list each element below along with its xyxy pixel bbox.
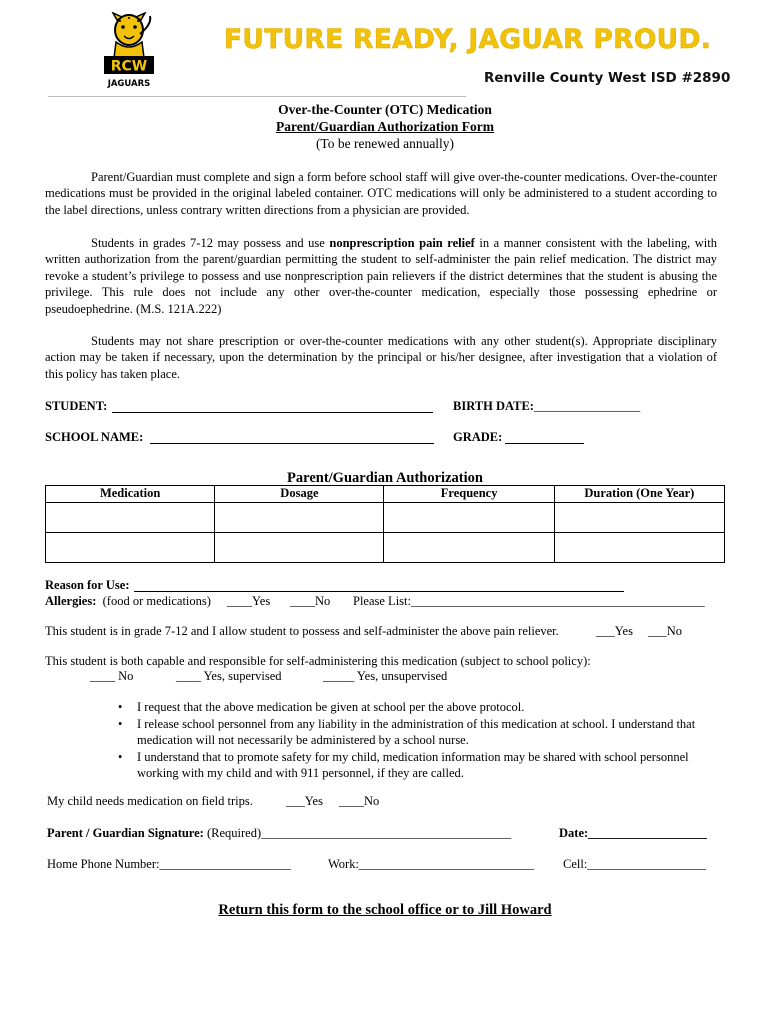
student-field[interactable] <box>112 412 433 413</box>
home-phone-field[interactable]: Home Phone Number:_____________________ <box>47 857 291 871</box>
list-item-text: I request that the above medication be given at school per the above protocol. <box>137 700 525 714</box>
medication-table <box>45 485 725 563</box>
allergies-hint: (food or medications) <box>102 594 211 608</box>
list-item-text: I release school personnel from any liability in the administration of this medication at school. I understand that medication will not necessarily be administered by a school nurse. <box>137 716 696 747</box>
duration-cell[interactable] <box>554 533 724 563</box>
birth-date-label-text: BIRTH DATE: <box>453 399 534 413</box>
signature-row <box>47 825 511 842</box>
header-divider <box>48 96 466 97</box>
allergies-list-field[interactable]: Please List:_______________________________________________ <box>353 594 705 608</box>
school-name-label: SCHOOL NAME: <box>45 430 144 444</box>
p2-after: in a manner consistent with the labeling, with written authorization from the parent/guardian permitting the student to self-administer the pain relief medication. The district may revoke a student’s privilege to possess and use nonprescription pain relievers if the district determines that the student is abusing the privilege. This rule does not include any other over-the-counter medication, especially those possessing ephedrine or pseudoephedrine. (M.S. 121A.222) <box>45 236 718 316</box>
pain-relief-paragraph <box>45 235 717 317</box>
grade-field[interactable] <box>505 443 584 444</box>
pain-no[interactable]: ___No <box>648 624 683 638</box>
list-item-text: I understand that to promote safety for my child, medication information may be shared with school personnel working with my child and with 911 personnel, if they are called. <box>137 749 689 780</box>
sharing-paragraph <box>45 333 717 382</box>
table-header-row <box>46 486 725 503</box>
form-title-line2: Parent/Guardian Authorization Form <box>276 119 494 134</box>
form-title-line3: (To be renewed annually) <box>315 136 455 151</box>
logo-jaguars-text: JAGUARS <box>107 79 151 89</box>
field-trips-yes[interactable]: ___Yes <box>286 794 323 808</box>
frequency-cell[interactable] <box>384 503 554 533</box>
bullet-icon: • <box>118 700 123 714</box>
dosage-cell[interactable] <box>215 533 384 563</box>
cell-phone-field[interactable]: Cell:___________________ <box>563 857 707 871</box>
list-item <box>118 716 718 749</box>
allergies-row <box>45 593 211 610</box>
sharing-paragraph-text: Students may not share prescription or over-the-counter medications with any other student(s). Appropriate disciplinary action may be taken if necessary, upon the determination by the principal or his/her designee, after investigation that a violation of this policy has taken place. <box>45 334 717 381</box>
grade-label: GRADE: <box>453 430 503 444</box>
signature-label: Parent / Guardian Signature: <box>47 826 204 840</box>
col-dosage: Dosage <box>215 486 384 503</box>
field-trips-statement: My child needs medication on field trips. <box>47 794 253 808</box>
p2-bold: nonprescription pain relief <box>329 236 475 250</box>
dosage-cell[interactable] <box>215 503 384 533</box>
reason-label: Reason for Use: <box>45 578 130 592</box>
consent-list <box>118 699 718 782</box>
medication-cell[interactable] <box>46 533 215 563</box>
authorization-heading: Parent/Guardian Authorization <box>287 470 483 486</box>
work-phone-field[interactable]: Work:____________________________ <box>328 857 534 871</box>
list-item <box>118 749 718 782</box>
capability-no[interactable]: ____ No <box>90 669 134 683</box>
school-name-field[interactable] <box>150 443 434 444</box>
table-row <box>46 533 725 563</box>
return-instructions: Return this form to the school office or to Jill Howard <box>218 902 552 918</box>
allergies-no[interactable]: ____No <box>290 594 331 608</box>
bullet-icon: • <box>118 716 123 731</box>
logo-rcw-text: RCW <box>110 58 148 75</box>
district-name: Renville County West ISD #2890 <box>484 70 731 86</box>
table-row <box>46 503 725 533</box>
col-medication: Medication <box>46 486 215 503</box>
tagline: FUTURE READY, JAGUAR PROUD. <box>224 24 712 55</box>
reason-field[interactable] <box>134 591 624 592</box>
duration-cell[interactable] <box>554 503 724 533</box>
list-item <box>118 699 718 716</box>
bullet-icon: • <box>118 749 123 764</box>
intro-paragraph-text: Parent/Guardian must complete and sign a form before school staff will give over-the-counter medications. Over-the-counter medications must be provided in the original labeled container. OTC medications will only be administered to a student according to the label directions, unless contrary written directions from a physician are provided. <box>45 170 717 217</box>
pain-yes[interactable]: ___Yes <box>596 624 633 638</box>
col-duration: Duration (One Year) <box>554 486 724 503</box>
medication-cell[interactable] <box>46 503 215 533</box>
field-trips-no[interactable]: ____No <box>339 794 380 808</box>
birth-date-field[interactable]: _________________ <box>533 399 641 413</box>
capability-supervised[interactable]: ____ Yes, supervised <box>176 669 282 683</box>
allergies-yes[interactable]: ____Yes <box>227 594 271 608</box>
capability-statement: This student is both capable and responsible for self-administering this medication (subject to school policy): <box>45 654 591 668</box>
p2-before: Students in grades 7-12 may possess and use <box>91 236 330 250</box>
birth-date-label <box>453 399 640 414</box>
frequency-cell[interactable] <box>384 533 554 563</box>
pain-statement: This student is in grade 7-12 and I allow student to possess and self-administer the above pain reliever. <box>45 624 559 638</box>
intro-paragraph <box>45 169 717 218</box>
capability-unsupervised[interactable]: _____ Yes, unsupervised <box>323 669 448 683</box>
form-title-line1: Over-the-Counter (OTC) Medication <box>278 102 492 117</box>
col-frequency: Frequency <box>384 486 554 503</box>
allergies-label: Allergies: <box>45 594 97 608</box>
date-field[interactable]: Date:___________________ <box>559 826 707 840</box>
signature-field[interactable]: (Required)________________________________________ <box>206 826 512 840</box>
student-label: STUDENT: <box>45 399 108 413</box>
rcw-jaguar-logo <box>100 12 158 90</box>
